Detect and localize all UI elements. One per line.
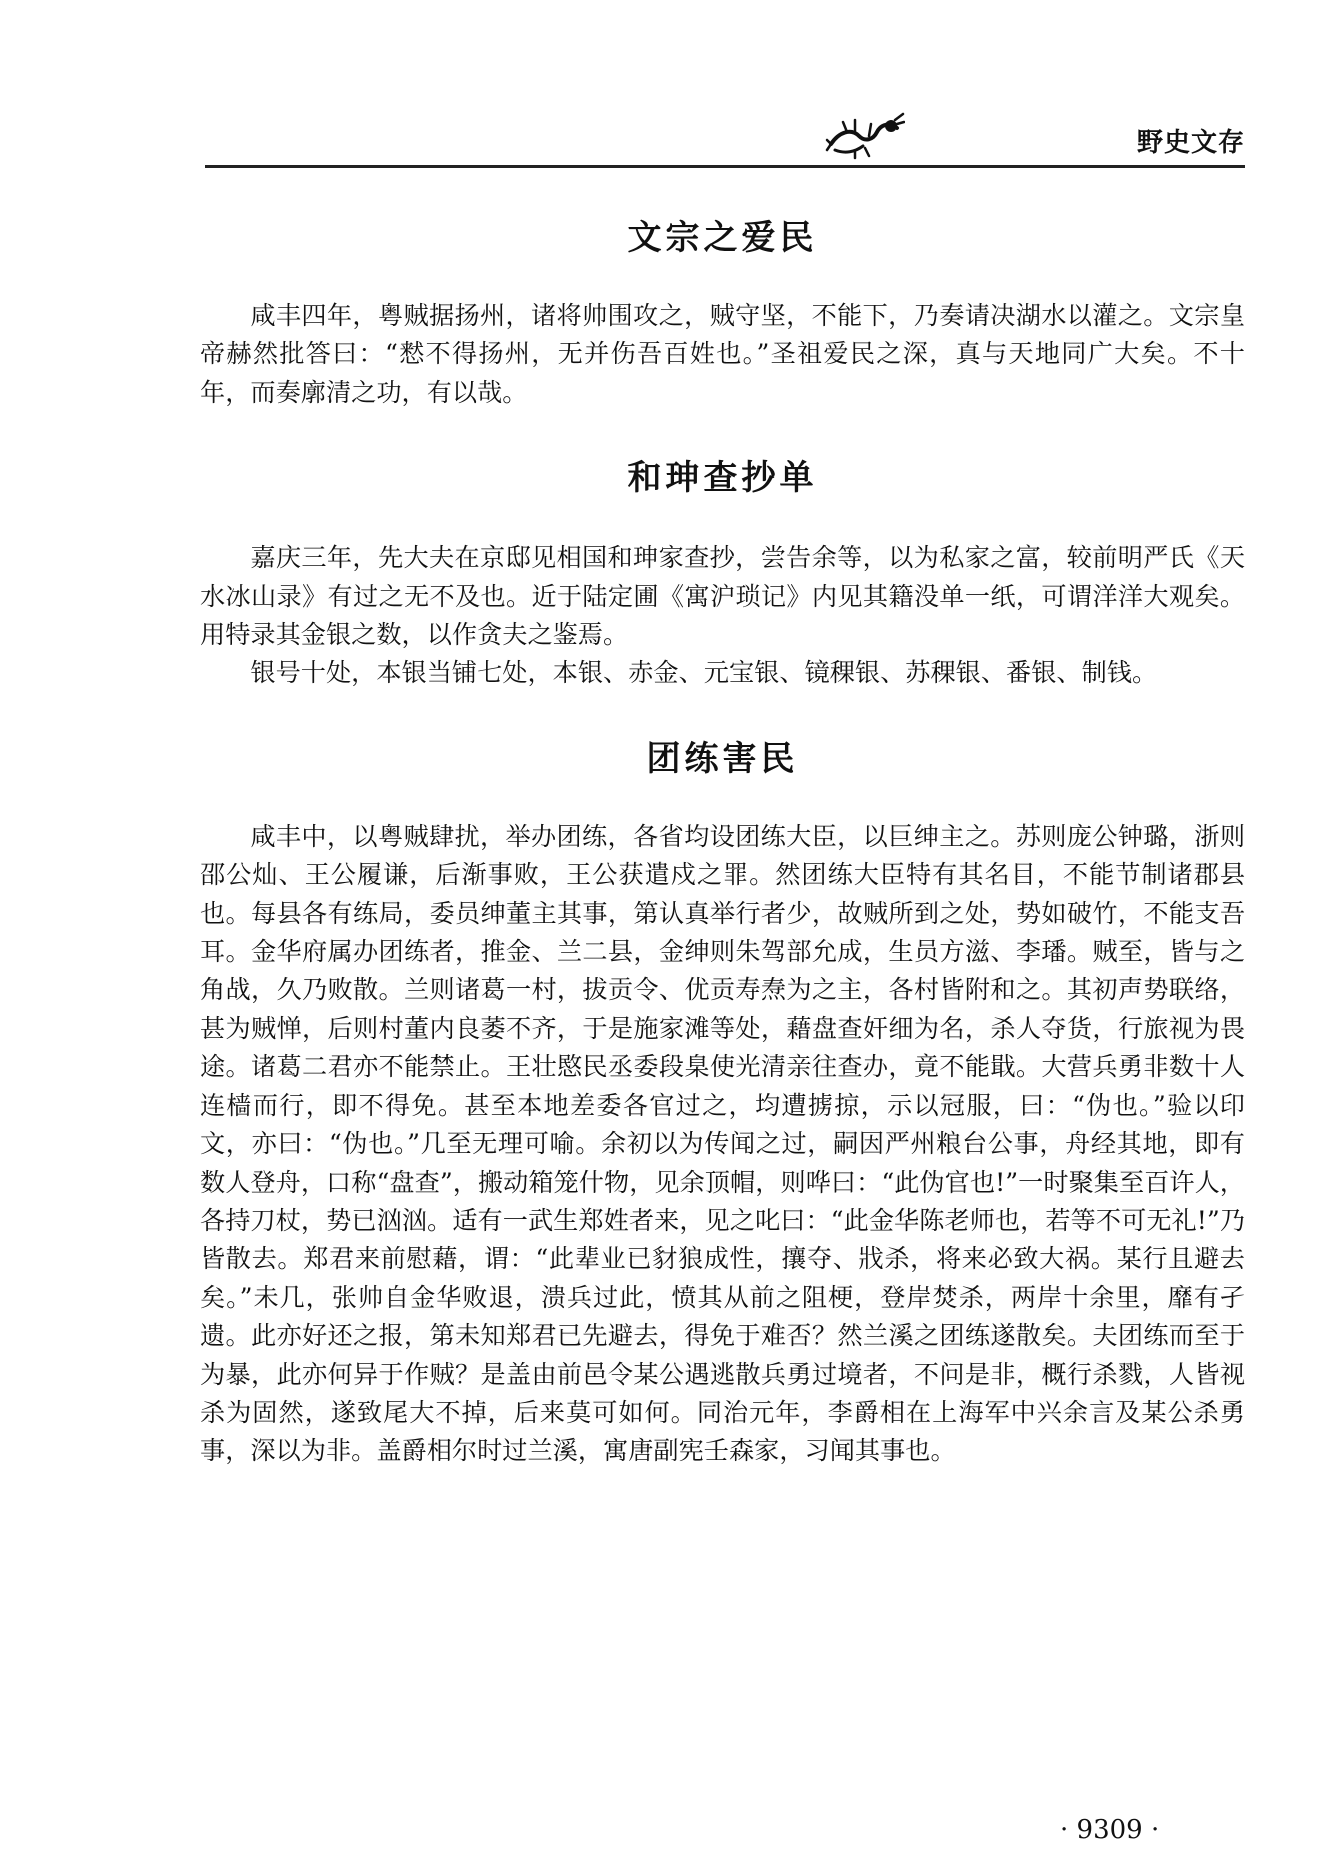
page-number: · 9309 · — [1060, 1815, 1160, 1845]
paragraph: 咸丰中，以粤贼肆扰，举办团练，各省均设团练大臣，以巨绅主之。苏则庞公钟璐，浙则邵公灿、王公履谦，后渐事败，王公获遣戍之罪。然团练大臣特有其名目，不能节制诸郡县也。每县各有练局，委员绅董主其事，第认真举行者少，故贼所到之处，势如破竹，不能支吾耳。金华府属办团练者，推金、兰二县，金绅则朱驾部允成，生员方滋、李璠。贼至，皆与之角战，久乃败散。兰则诸葛一村，拔贡令、优贡寿焘为之主，各村皆附和之。其初声势联络，甚为贼惮，后则村董内良萎不齐，于是施家滩等处，藉盘查奸细为名，杀人夺货，行旅视为畏途。诸葛二君亦不能禁止。王壮愍民丞委段臬使光清亲往查办，竟不能戢。大营兵勇非数十人连樯而行，即不得免。甚至本地差委各官过之，均遭掳掠，示以冠服，曰：“伪也。”验以印文，亦曰：“伪也。”几至无理可喻。余初以为传闻之过，嗣因严州粮台公事，舟经其地，即有数人登舟，口称“盘查”，搬动箱笼什物，见余顶帽，则哗曰：“此伪官也!”一时聚集至百许人，各持刀杖，势已汹汹。适有一武生郑姓者来，见之叱曰：“此金华陈老师也，若等不可无礼!”乃皆散去。郑君来前慰藉，谓：“此辈业已豺狼成性，攘夺、戕杀，将来必致大祸。某行且避去矣。”未几，张帅自金华败退，溃兵过此，愤其从前之阻梗，登岸焚杀，两岸十余里，靡有孑遗。此亦好还之报，第未知郑君已先避去，得免于难否？然兰溪之团练遂散矣。夫团练而至于为暴，此亦何异于作贼？是盖由前邑令某公遇逃散兵勇过境者，不问是非，概行杀戮，人皆视杀为固然，遂致尾大不掉，后来莫可如何。同治元年，李爵相在上海军中兴余言及某公杀勇事，深以为非。盖爵相尔时过兰溪，寓唐副宪壬森家，习闻其事也。 — [200, 821, 1245, 1466]
dragon-icon — [825, 110, 905, 160]
section-title-wenzong: 文宗之爱民 — [627, 218, 818, 258]
header-rule — [205, 165, 1245, 168]
paragraph: 咸丰四年，粤贼据扬州，诸将帅围攻之，贼守坚，不能下，乃奏请决湖水以灌之。文宗皇帝赫然批答曰：“慭不得扬州，无并伤吾百姓也。”圣祖爱民之深，真与天地同广大矣。不十年，而奏廓清之功，有以哉。 — [200, 301, 1245, 407]
section-title-tuanlian: 团练害民 — [646, 738, 799, 779]
main-content — [200, 210, 1245, 1471]
paragraph: 嘉庆三年，先大夫在京邸见相国和珅家查抄，尝告余等，以为私家之富，较前明严氏《天水冰山录》有过之无不及也。近于陆定圃《寓沪琐记》内见其籍没单一纸，可谓洋洋大观矣。用特录其金银之数，以作贪夫之鉴焉。 — [200, 543, 1245, 650]
paragraph: 银号十处，本银当铺七处，本银、赤金、元宝银、镜稞银、苏稞银、番银、制钱。 — [250, 658, 1158, 688]
header-title: 野史文存 — [1136, 128, 1245, 158]
section-title-heshen: 和珅查抄单 — [627, 458, 818, 499]
running-header — [205, 108, 1245, 168]
